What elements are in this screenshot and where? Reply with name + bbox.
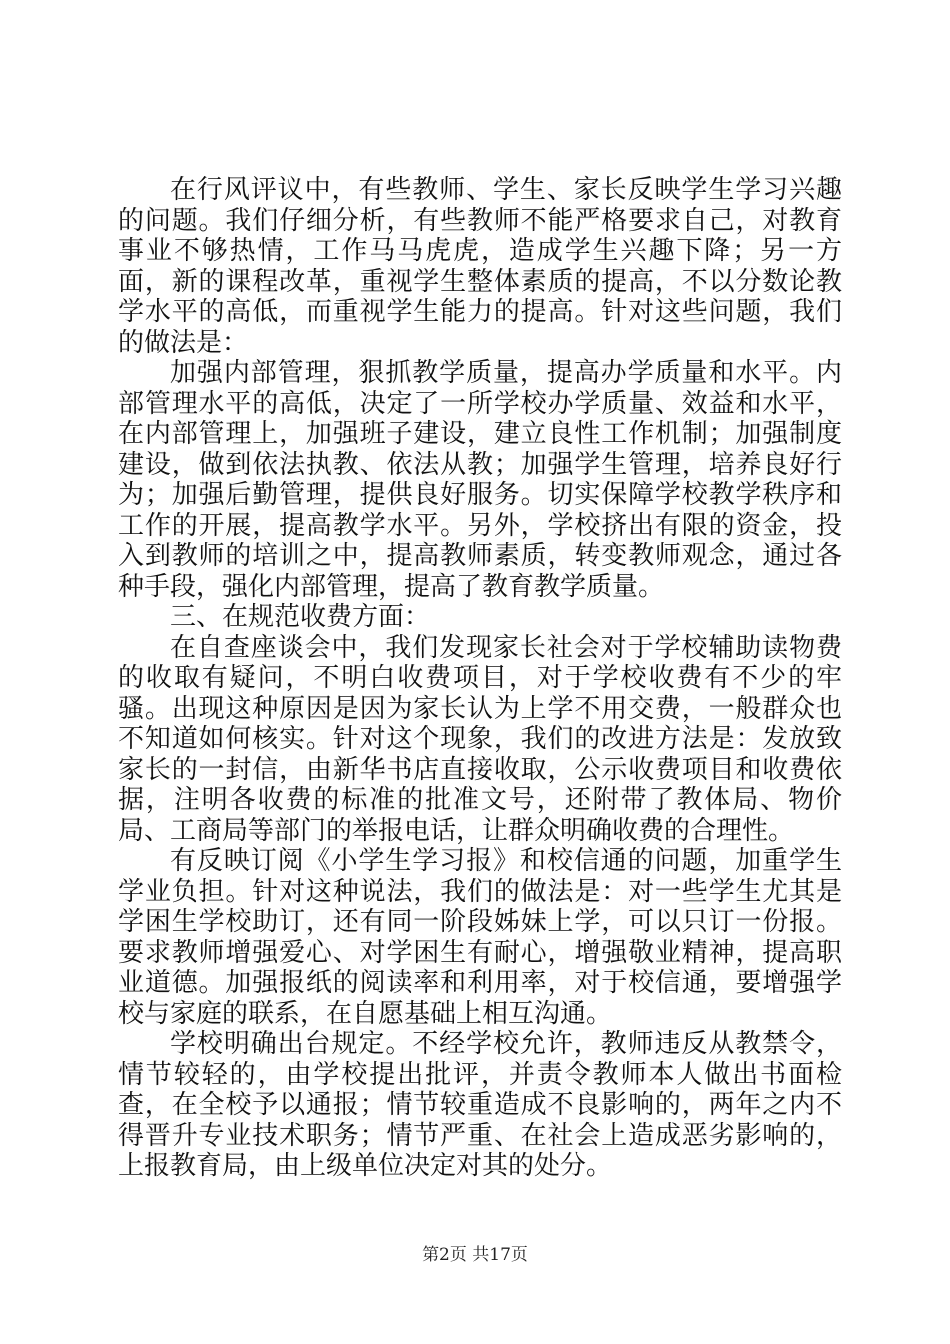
paragraph-3: 在自查座谈会中，我们发现家长社会对于学校辅助读物费的收取有疑问，不明白收费项目，对于学校收费有不少的牢骚。出现这种原因是因为家长认为上学不用交费，一般群众也不知道如何核实。针对这个现象，我们的改进方法是：发放致家长的一封信，由新华书店直接收取，公示收费项目和收费依据，注明各收费的标准的批准文号，还附带了教体局、物价局、工商局等部门的举报电话，让群众明确收费的合理性。 bbox=[118, 632, 842, 846]
paragraph-5: 学校明确出台规定。不经学校允许，教师违反从教禁令，情节较轻的，由学校提出批评，并责令教师本人做出书面检查，在全校予以通报；情节较重造成不良影响的，两年之内不得晋升专业技术职务；情节严重、在社会上造成恶劣影响的，上报教育局，由上级单位决定对其的处分。 bbox=[118, 1029, 842, 1181]
paragraph-2: 加强内部管理，狠抓教学质量，提高办学质量和水平。内部管理水平的高低，决定了一所学校办学质量、效益和水平，在内部管理上，加强班子建设，建立良性工作机制；加强制度建设，做到依法执教、依法从教；加强学生管理，培养良好行为；加强后勤管理，提供良好服务。切实保障学校教学秩序和工作的开展，提高教学水平。另外，学校挤出有限的资金，投入到教师的培训之中，提高教师素质，转变教师观念，通过各种手段，强化内部管理，提高了教育教学质量。 bbox=[118, 358, 842, 602]
document-body bbox=[118, 175, 842, 1182]
paragraph-1: 在行风评议中，有些教师、学生、家长反映学生学习兴趣的问题。我们仔细分析，有些教师不能严格要求自己，对教育事业不够热情，工作马马虎虎，造成学生兴趣下降；另一方面，新的课程改革，重视学生整体素质的提高，不以分数论教学水平的高低，而重视学生能力的提高。针对这些问题，我们的做法是： bbox=[118, 175, 842, 358]
page-footer: 第2页 共17页 bbox=[422, 1245, 528, 1265]
section-heading: 三、在规范收费方面： bbox=[170, 602, 431, 632]
paragraph-4: 有反映订阅《小学生学习报》和校信通的问题，加重学生学业负担。针对这种说法，我们的做法是：对一些学生尤其是学困生学校助订，还有同一阶段姊妹上学，可以只订一份报。要求教师增强爱心、对学困生有耐心，增强敬业精神，提高职业道德。加强报纸的阅读率和利用率，对于校信通，要增强学校与家庭的联系，在自愿基础上相互沟通。 bbox=[118, 846, 842, 1029]
